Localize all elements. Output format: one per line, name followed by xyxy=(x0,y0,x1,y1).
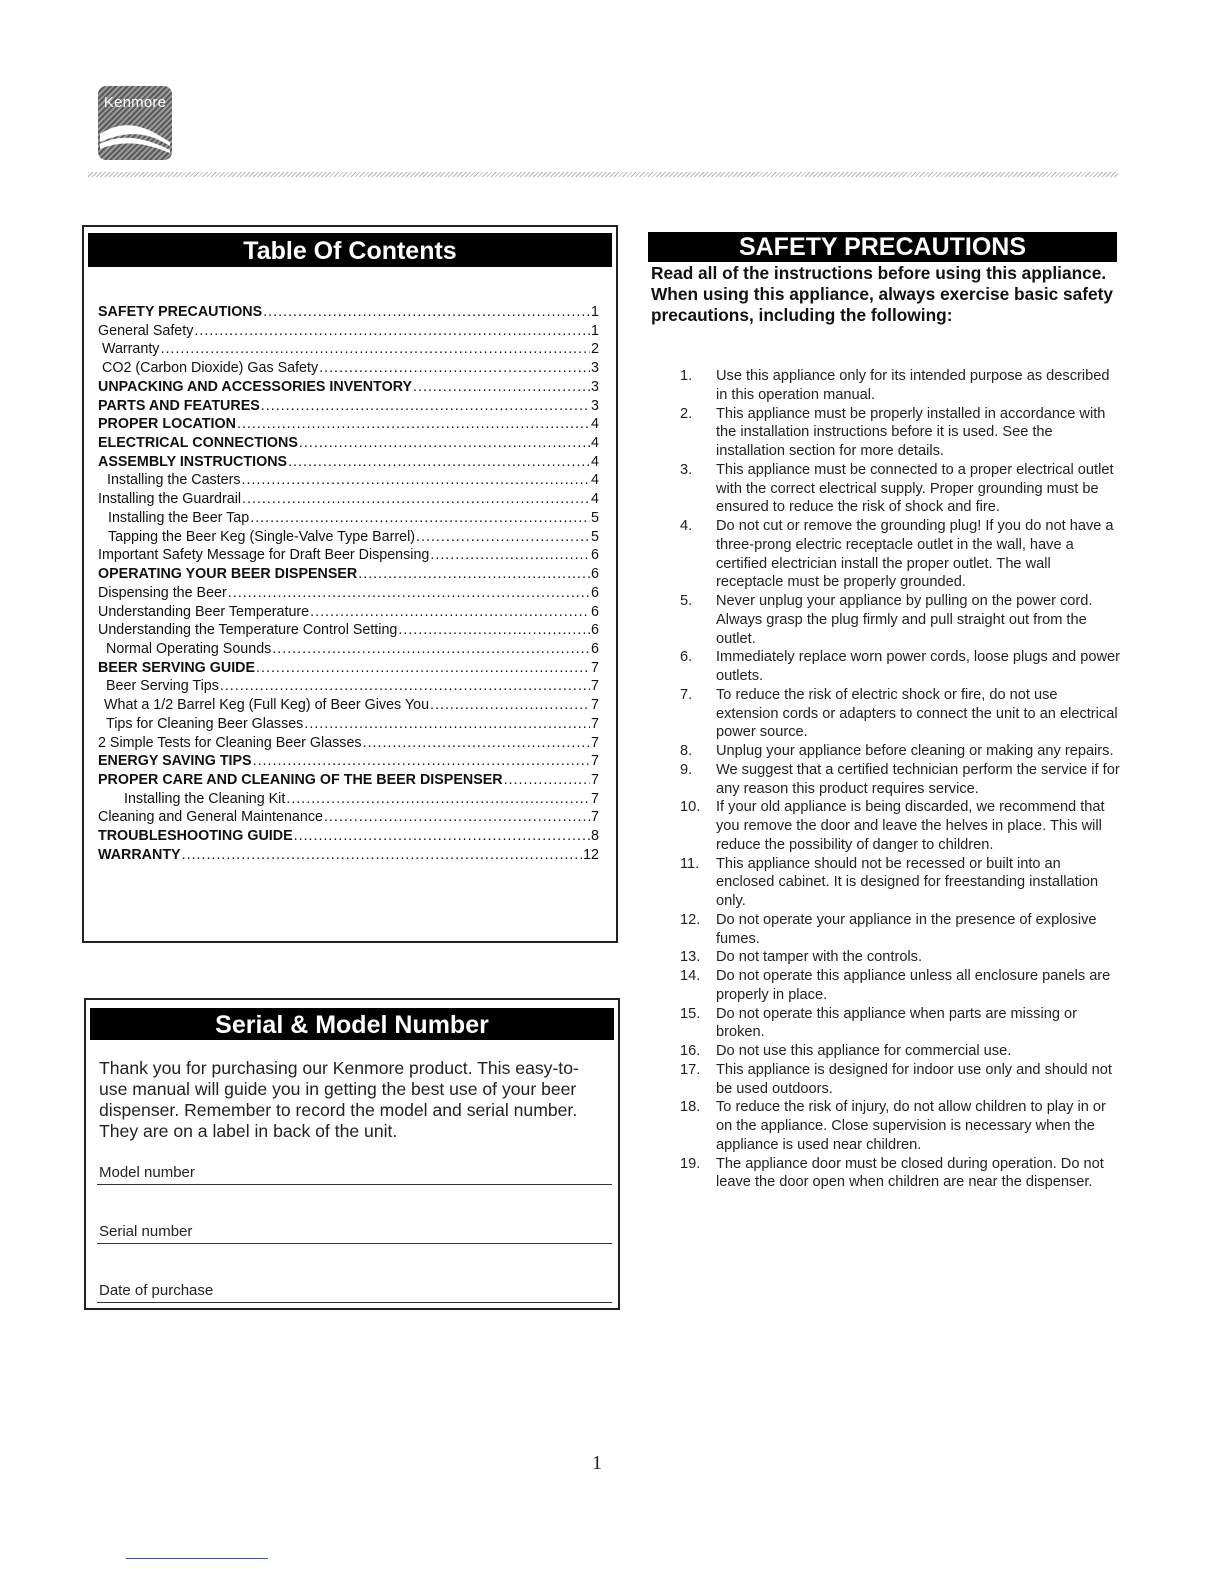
toc-leader-dots xyxy=(272,641,590,657)
toc-entry-label: TROUBLESHOOTING GUIDE xyxy=(98,828,293,845)
toc-entry-page: 4 xyxy=(591,416,599,433)
toc-entry xyxy=(98,585,599,604)
toc-leader-dots xyxy=(182,847,582,863)
safety-item-text: Use this appliance only for its intended purpose as described in this operation manual. xyxy=(716,368,1110,403)
toc-entry-page: 4 xyxy=(591,472,599,489)
safety-item xyxy=(680,461,1120,517)
toc-entry xyxy=(98,828,599,847)
toc-entry-page: 3 xyxy=(591,397,599,414)
safety-item-text: Do not tamper with the controls. xyxy=(716,949,923,966)
toc-entry-label: Installing the Cleaning Kit xyxy=(124,790,286,807)
toc-entry xyxy=(98,753,599,772)
toc-entry-label: SAFETY PRECAUTIONS xyxy=(98,304,263,320)
toc-leader-dots xyxy=(261,398,590,414)
safety-item-text: Do not cut or remove the grounding plug! If you do not have a three-prong electric receptacle outlet in the wall, have a certified electrician install the proper outlet. The wall receptacle must be properly grounded. xyxy=(716,518,1114,591)
toc-entry-label: CO2 (Carbon Dioxide) Gas Safety xyxy=(102,360,319,377)
toc-entry-page: 1 xyxy=(591,322,599,339)
safety-item xyxy=(680,948,1120,967)
toc-entry-label: Installing the Guardrail xyxy=(98,491,242,508)
toc-leader-dots xyxy=(413,379,590,395)
safety-item-text: Do not use this appliance for commercial use. xyxy=(716,1043,1012,1059)
safety-item-number: 1. xyxy=(680,368,693,384)
toc-entry-label: PARTS AND FEATURES xyxy=(98,397,260,414)
safety-item-number: 8. xyxy=(680,743,693,759)
toc-entry xyxy=(98,454,599,473)
toc-entry-page: 12 xyxy=(583,846,599,863)
toc-list xyxy=(98,304,599,866)
toc-entry-page: 6 xyxy=(591,566,599,583)
safety-item xyxy=(680,1042,1120,1061)
toc-entry-page: 5 xyxy=(591,509,599,526)
toc-entry-label: Important Safety Message for Draft Beer Dispensing xyxy=(98,547,430,564)
safety-item-number: 6. xyxy=(680,649,693,666)
toc-entry-page: 4 xyxy=(591,435,599,452)
safety-item-number: 16. xyxy=(680,1043,701,1059)
safety-item-number: 12. xyxy=(680,911,701,928)
toc-entry-label: Beer Serving Tips xyxy=(106,678,219,695)
toc-leader-dots xyxy=(237,416,590,432)
safety-item xyxy=(680,592,1120,648)
toc-entry-label: PROPER CARE AND CLEANING OF THE BEER DISPENSER xyxy=(98,771,503,788)
toc-entry-page: 6 xyxy=(591,622,599,639)
toc-leader-dots xyxy=(194,323,590,339)
toc-entry-label: ASSEMBLY INSTRUCTIONS xyxy=(98,453,288,470)
toc-leader-dots xyxy=(430,697,590,713)
toc-entry xyxy=(98,809,599,828)
header-divider xyxy=(88,172,1118,177)
safety-item-text: To reduce the risk of injury, do not allow children to play in or on the appliance. Close supervision is necessary when the appliance is used near children. xyxy=(716,1099,1106,1153)
toc-entry-page: 7 xyxy=(591,678,599,695)
toc-entry xyxy=(98,735,599,754)
toc-entry xyxy=(98,660,599,679)
toc-entry-page: 3 xyxy=(591,378,599,395)
footer-line xyxy=(126,1558,268,1559)
toc-leader-dots xyxy=(358,566,590,582)
toc-entry-label: PROPER LOCATION xyxy=(98,416,236,433)
toc-entry-page: 7 xyxy=(591,659,599,676)
toc-entry-label: Installing the Beer Tap xyxy=(108,509,250,526)
safety-item xyxy=(680,798,1120,854)
safety-item xyxy=(680,1061,1120,1099)
toc-entry-label: Cleaning and General Maintenance xyxy=(98,809,323,826)
toc-entry xyxy=(98,847,599,866)
toc-leader-dots xyxy=(288,454,590,470)
toc-entry xyxy=(98,472,599,491)
toc-entry xyxy=(98,791,599,810)
safety-item-text: This appliance should not be recessed or built into an enclosed cabinet. It is designed for freestanding installation only. xyxy=(716,855,1099,909)
toc-leader-dots xyxy=(299,435,590,451)
kenmore-swoosh-icon xyxy=(98,116,172,160)
toc-entry xyxy=(98,510,599,529)
toc-leader-dots xyxy=(220,678,590,694)
toc-entry-label: Installing the Casters xyxy=(107,472,241,489)
serial-model-title: Serial & Model Number xyxy=(90,1008,614,1040)
toc-leader-dots xyxy=(398,622,590,638)
safety-item-text: We suggest that a certified technician perform the service if for any reason this product requires service. xyxy=(716,761,1120,797)
toc-entry xyxy=(98,491,599,510)
safety-item xyxy=(680,1005,1120,1043)
safety-item xyxy=(680,761,1120,799)
safety-item-text: To reduce the risk of electric shock or fire, do not use extension cords or adapters to connect the unit to an electrical power source. xyxy=(716,686,1118,741)
toc-entry-label: ENERGY SAVING TIPS xyxy=(98,753,252,770)
toc-entry xyxy=(98,304,599,323)
toc-entry xyxy=(98,398,599,417)
safety-item-number: 15. xyxy=(680,1005,701,1022)
toc-entry-page: 7 xyxy=(591,753,599,770)
toc-entry-page: 6 xyxy=(591,603,599,620)
toc-entry-page: 7 xyxy=(591,715,599,732)
toc-entry-page: 1 xyxy=(591,304,599,320)
toc-entry-page: 6 xyxy=(591,584,599,601)
toc-entry-label: Warranty xyxy=(102,341,160,358)
toc-leader-dots xyxy=(504,772,590,788)
safety-item-number: 18. xyxy=(680,1099,701,1116)
toc-entry xyxy=(98,678,599,697)
safety-item-text: The appliance door must be closed during operation. Do not leave the door open when children are near the dispenser. xyxy=(716,1155,1104,1191)
toc-entry-page: 5 xyxy=(591,528,599,545)
toc-leader-dots xyxy=(286,791,590,807)
safety-item xyxy=(680,367,1120,405)
toc-entry-label: Understanding Beer Temperature xyxy=(98,603,310,620)
safety-item-number: 10. xyxy=(680,799,701,816)
safety-item-number: 19. xyxy=(680,1155,701,1172)
safety-precautions-title: SAFETY PRECAUTIONS xyxy=(648,232,1117,262)
safety-item-number: 9. xyxy=(680,761,693,778)
toc-entry-page: 4 xyxy=(591,453,599,470)
safety-intro: Read all of the instructions before using this appliance. When using this appliance, always exercise basic safety precautions, including the following: xyxy=(651,263,1113,325)
safety-item-text: This appliance is designed for indoor use only and should not be used outdoors. xyxy=(716,1061,1112,1097)
kenmore-logo xyxy=(98,86,172,160)
safety-item-number: 5. xyxy=(680,593,693,609)
toc-entry xyxy=(98,435,599,454)
safety-item-number: 17. xyxy=(680,1061,701,1078)
toc-leader-dots xyxy=(430,547,590,563)
safety-item-text: This appliance must be connected to a proper electrical outlet with the correct electrical supply. Proper grounding must be ensured to reduce the risk of shock and fire. xyxy=(716,461,1114,516)
toc-entry xyxy=(98,416,599,435)
toc-leader-dots xyxy=(263,304,590,320)
safety-item-number: 2. xyxy=(680,405,693,422)
toc-leader-dots xyxy=(160,341,590,357)
toc-entry-label: Understanding the Temperature Control Setting xyxy=(98,622,398,639)
safety-item xyxy=(680,1155,1120,1193)
safety-item xyxy=(680,517,1120,592)
toc-entry xyxy=(98,529,599,548)
toc-entry-page: 8 xyxy=(591,828,599,845)
safety-item xyxy=(680,742,1120,761)
toc-entry-label: Normal Operating Sounds xyxy=(106,640,272,657)
toc-entry-page: 6 xyxy=(591,547,599,564)
toc-leader-dots xyxy=(250,510,590,526)
toc-entry-page: 4 xyxy=(591,491,599,508)
toc-leader-dots xyxy=(242,491,590,507)
toc-entry-label: General Safety xyxy=(98,322,194,339)
toc-entry xyxy=(98,360,599,379)
toc-entry xyxy=(98,697,599,716)
toc-leader-dots xyxy=(294,828,590,844)
safety-item-text: Immediately replace worn power cords, loose plugs and power outlets. xyxy=(716,649,1120,684)
toc-title: Table Of Contents xyxy=(88,233,612,267)
toc-entry-label: Dispensing the Beer xyxy=(98,584,227,601)
toc-leader-dots xyxy=(319,360,590,376)
safety-item-text: This appliance must be properly installed in accordance with the installation instructions before it is used. See the installation section for more details. xyxy=(716,405,1106,459)
safety-item xyxy=(680,686,1120,742)
safety-item xyxy=(680,911,1120,949)
safety-item-number: 4. xyxy=(680,518,693,534)
toc-entry xyxy=(98,547,599,566)
safety-item-number: 14. xyxy=(680,968,701,984)
toc-entry xyxy=(98,772,599,791)
model-number-field: Model number xyxy=(97,1164,612,1185)
toc-leader-dots xyxy=(256,660,590,676)
logo-text: Kenmore xyxy=(103,94,167,111)
toc-leader-dots xyxy=(253,753,590,769)
safety-item-number: 7. xyxy=(680,686,693,703)
safety-item xyxy=(680,648,1120,686)
toc-leader-dots xyxy=(363,735,590,751)
toc-entry-label: BEER SERVING GUIDE xyxy=(98,659,256,676)
serial-intro-text: Thank you for purchasing our Kenmore product. This easy-to-use manual will guide you in getting the best use of your beer dispenser. Remember to record the model and serial number. They are on a label in back of the unit. xyxy=(99,1058,579,1141)
safety-item xyxy=(680,855,1120,911)
toc-entry-page: 6 xyxy=(591,640,599,657)
toc-leader-dots xyxy=(324,809,590,825)
toc-entry-page: 2 xyxy=(591,341,599,358)
toc-entry-page: 7 xyxy=(591,809,599,826)
toc-entry xyxy=(98,604,599,623)
safety-item-text: Do not operate your appliance in the presence of explosive fumes. xyxy=(716,911,1097,947)
toc-entry xyxy=(98,641,599,660)
toc-entry-page: 7 xyxy=(591,790,599,807)
safety-item-text: If your old appliance is being discarded, we recommend that you remove the door and leave the helves in place. This will reduce the possibility of danger to children. xyxy=(716,799,1105,853)
toc-leader-dots xyxy=(228,585,590,601)
toc-entry xyxy=(98,622,599,641)
safety-item-text: Unplug your appliance before cleaning or making any repairs. xyxy=(716,743,1114,759)
toc-entry-label: Tips for Cleaning Beer Glasses xyxy=(106,715,304,732)
toc-leader-dots xyxy=(416,529,590,545)
toc-entry xyxy=(98,716,599,735)
toc-entry-label: ELECTRICAL CONNECTIONS xyxy=(98,435,298,452)
safety-item-text: Do not operate this appliance unless all enclosure panels are properly in place. xyxy=(716,968,1111,1003)
toc-leader-dots xyxy=(242,472,591,488)
toc-entry-label: OPERATING YOUR BEER DISPENSER xyxy=(98,566,358,583)
toc-entry-label: 2 Simple Tests for Cleaning Beer Glasses xyxy=(98,734,362,751)
safety-item-number: 3. xyxy=(680,461,693,478)
toc-leader-dots xyxy=(304,716,590,732)
safety-list xyxy=(680,367,1120,1192)
toc-entry xyxy=(98,341,599,360)
toc-entry-page: 7 xyxy=(591,771,599,788)
safety-item-text: Do not operate this appliance when parts are missing or broken. xyxy=(716,1005,1077,1041)
toc-entry-label: What a 1/2 Barrel Keg (Full Keg) of Beer Gives You xyxy=(104,697,430,714)
serial-number-field: Serial number xyxy=(97,1223,612,1244)
safety-item-number: 13. xyxy=(680,949,701,966)
toc-leader-dots xyxy=(310,604,590,620)
safety-item-number: 11. xyxy=(680,855,700,872)
toc-entry-page: 3 xyxy=(591,360,599,377)
safety-item xyxy=(680,967,1120,1005)
table-of-contents xyxy=(82,225,618,943)
toc-entry xyxy=(98,566,599,585)
safety-item xyxy=(680,1098,1120,1154)
date-of-purchase-field: Date of purchase xyxy=(97,1282,612,1303)
toc-entry-label: WARRANTY xyxy=(98,846,181,863)
page-number: 1 xyxy=(592,1452,602,1474)
toc-entry xyxy=(98,323,599,342)
toc-entry-page: 7 xyxy=(591,697,599,714)
toc-entry xyxy=(98,379,599,398)
toc-entry-page: 7 xyxy=(591,734,599,751)
safety-item-text: Never unplug your appliance by pulling on the power cord. Always grasp the plug firmly and pull straight out from the outlet. xyxy=(716,593,1093,647)
toc-entry-label: UNPACKING AND ACCESSORIES INVENTORY xyxy=(98,378,413,395)
safety-item xyxy=(680,405,1120,461)
serial-model-section xyxy=(84,998,620,1310)
toc-entry-label: Tapping the Beer Keg (Single-Valve Type Barrel) xyxy=(108,528,416,545)
